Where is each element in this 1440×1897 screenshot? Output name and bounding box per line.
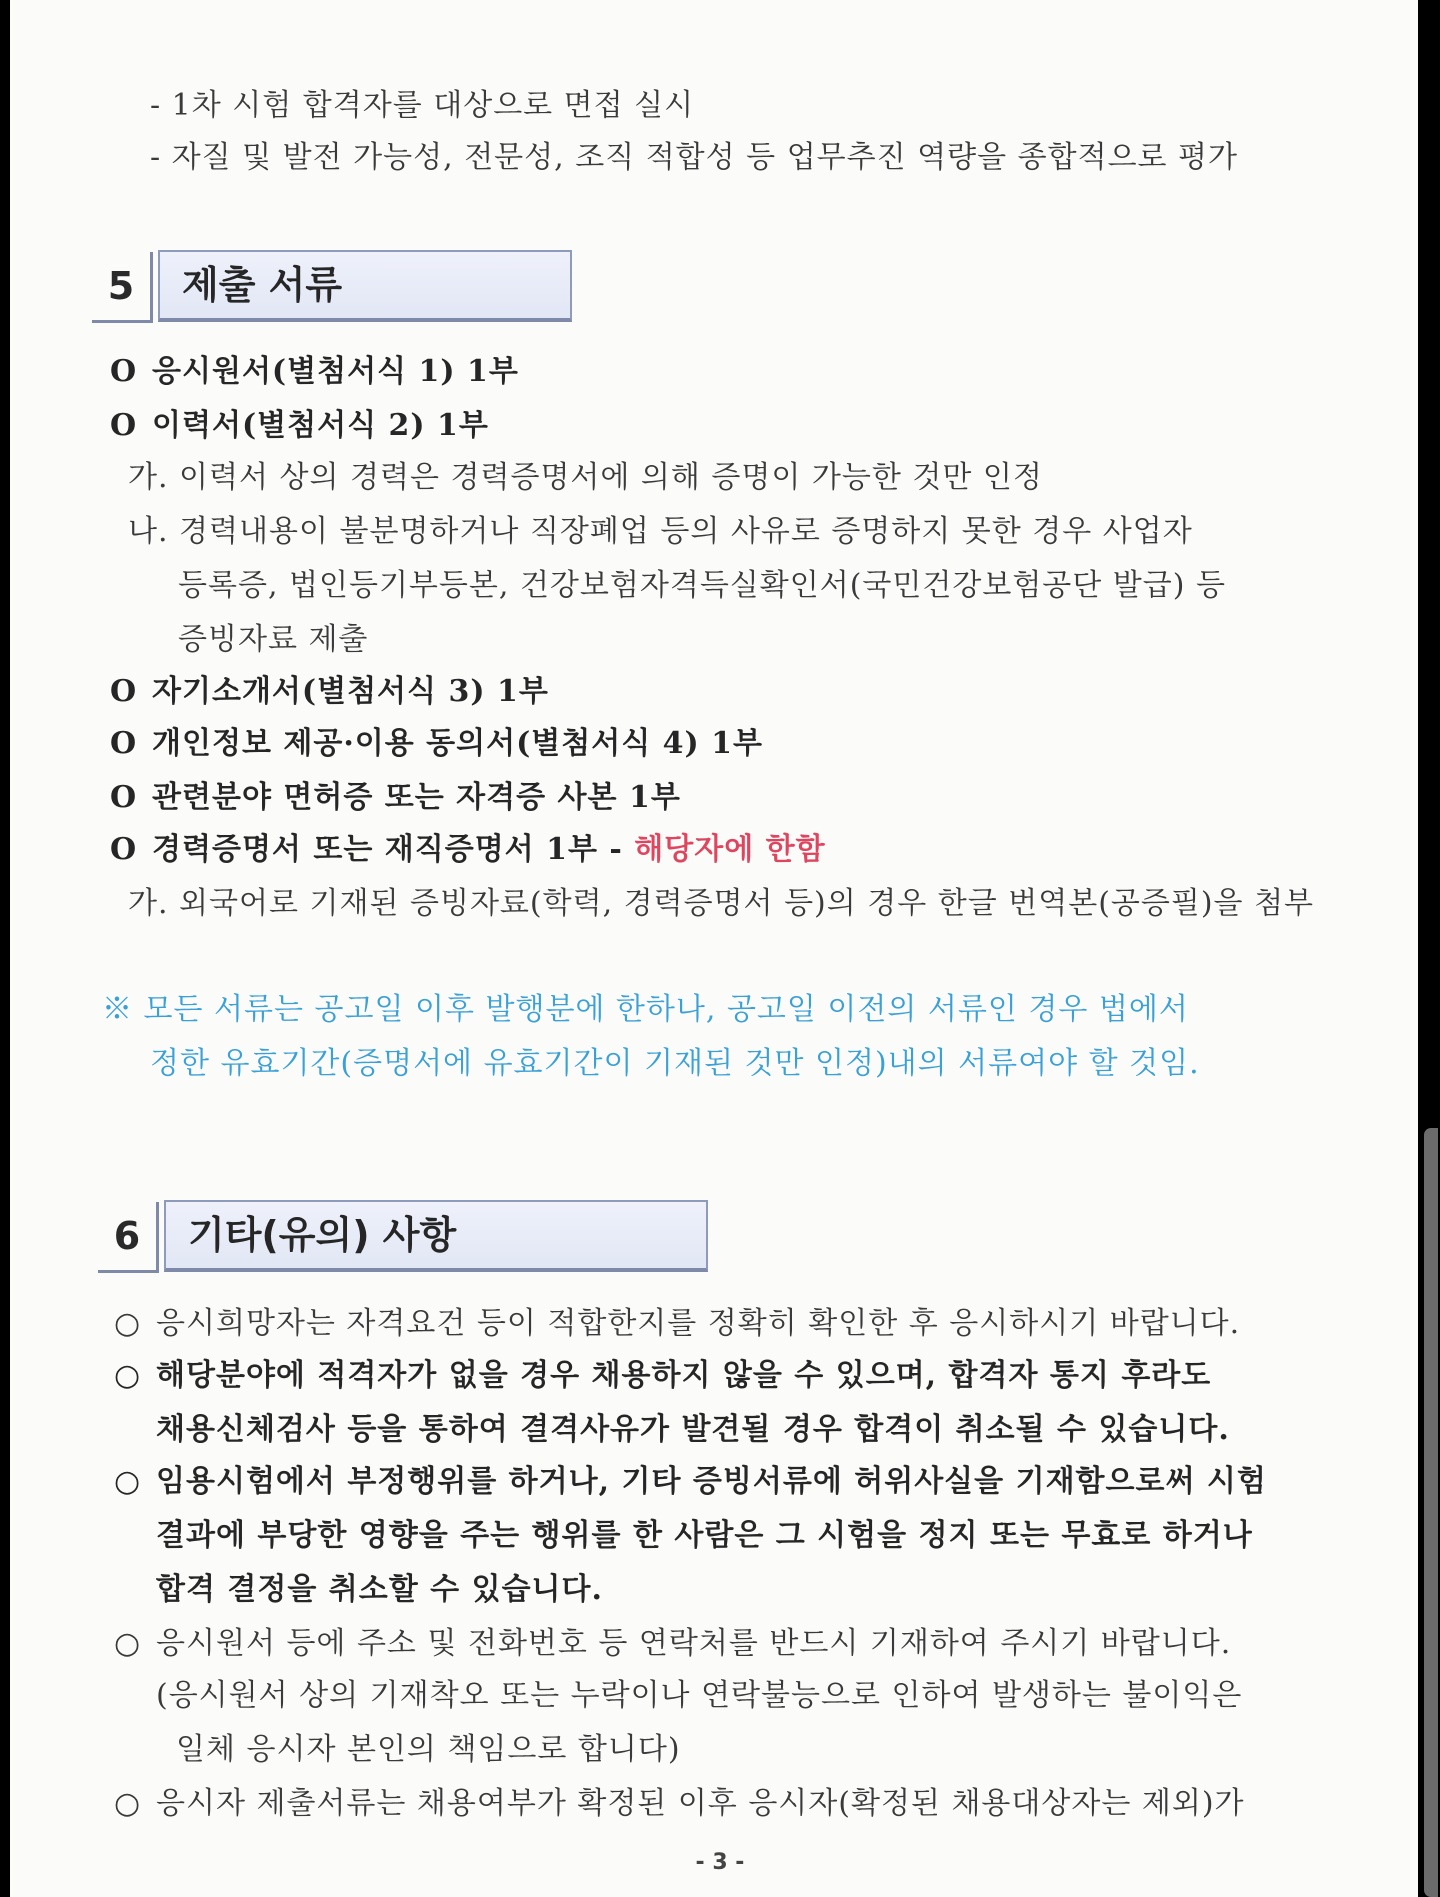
section-6-title: 기타(유의) 사항 (164, 1200, 708, 1272)
bullet-icon: O (110, 726, 138, 761)
bullet-icon: ○ (114, 1306, 142, 1341)
bullet-icon: ○ (114, 1786, 142, 1821)
section6-line-3c: 합격 결정을 취소할 수 있습니다. (156, 1572, 603, 1607)
section5-sub-ga: 가. 이력서 상의 경력은 경력증명서에 의해 증명이 가능한 것만 인정 (128, 460, 1043, 495)
intro-line-2: - 자질 및 발전 가능성, 전문성, 조직 적합성 등 업무추진 역량을 종합적으로 평가 (150, 140, 1239, 175)
section6-line-2a (114, 1350, 1211, 1394)
item-text: 응시원서 등에 주소 및 전화번호 등 연락처를 반드시 기재하여 주시기 바랍니다. (156, 1626, 1232, 1661)
section5-item-4 (110, 718, 763, 762)
section6-line-4c: 일체 응시자 본인의 책임으로 합니다) (176, 1732, 681, 1767)
bullet-icon: O (110, 674, 138, 709)
bullet-icon: ○ (114, 1358, 142, 1393)
section-5-number: 5 (92, 252, 153, 323)
note-line-1: ※ 모든 서류는 공고일 이후 발행분에 한하나, 공고일 이전의 서류인 경우 법에서 (102, 992, 1189, 1027)
item-text: 이력서(별첨서식 2) 1부 (152, 408, 489, 443)
section6-line-4a (114, 1618, 1231, 1662)
page-number: - 3 - (695, 1850, 745, 1875)
item-text: 자기소개서(별첨서식 3) 1부 (152, 674, 549, 709)
section6-line-3a (114, 1456, 1267, 1500)
section5-item-6 (110, 824, 826, 868)
section5-item-2 (110, 400, 489, 444)
item-text: 응시자 제출서류는 채용여부가 확정된 이후 응시자(확정된 채용대상자는 제외)가 (156, 1786, 1245, 1821)
section-5-title: 제출 서류 (158, 250, 572, 322)
section5-item-5 (110, 772, 681, 816)
scrollbar[interactable] (1424, 1128, 1438, 1897)
section6-line-4b: (응시원서 상의 기재착오 또는 누락이나 연락불능으로 인하여 발생하는 불이익은 (156, 1678, 1243, 1713)
highlight-text: 해당자에 한함 (634, 832, 826, 867)
section5-item-3 (110, 666, 549, 710)
intro-line-1: - 1차 시험 합격자를 대상으로 면접 실시 (150, 88, 695, 123)
item-text: 해당분야에 적격자가 없을 경우 채용하지 않을 수 있으며, 합격자 통지 후라도 (156, 1358, 1212, 1393)
item-text: 경력증명서 또는 재직증명서 1부 - (152, 832, 623, 867)
section5-sub-na-1: 나. 경력내용이 불분명하거나 직장폐업 등의 사유로 증명하지 못한 경우 사업자 (128, 514, 1193, 549)
section5-item-1 (110, 346, 519, 390)
item-text: 응시원서(별첨서식 1) 1부 (152, 354, 519, 389)
item-text: 개인정보 제공·이용 동의서(별첨서식 4) 1부 (152, 726, 764, 761)
bullet-icon: O (110, 408, 138, 443)
note-line-2: 정한 유효기간(증명서에 유효기간이 기재된 것만 인정)내의 서류여야 할 것임. (150, 1046, 1200, 1081)
section6-line-5 (114, 1778, 1245, 1822)
section-6-number: 6 (98, 1202, 159, 1273)
section6-line-3b: 결과에 부당한 영향을 주는 행위를 한 사람은 그 시험을 정지 또는 무효로 하거나 (156, 1518, 1253, 1553)
bullet-icon: O (110, 832, 138, 867)
bullet-icon: O (110, 354, 138, 389)
bullet-icon: O (110, 780, 138, 815)
section6-line-2b: 채용신체검사 등을 통하여 결격사유가 발견될 경우 합격이 취소될 수 있습니다. (156, 1412, 1230, 1447)
section5-sub-ga2: 가. 외국어로 기재된 증빙자료(학력, 경력증명서 등)의 경우 한글 번역본(공증필)을 첨부 (128, 886, 1315, 921)
section6-line-1 (114, 1298, 1240, 1342)
bullet-icon: ○ (114, 1626, 142, 1661)
bullet-icon: ○ (114, 1464, 142, 1499)
item-text: 관련분야 면허증 또는 자격증 사본 1부 (152, 780, 681, 815)
section5-sub-na-3: 증빙자료 제출 (178, 622, 369, 657)
item-text: 응시희망자는 자격요건 등이 적합한지를 정확히 확인한 후 응시하시기 바랍니다. (156, 1306, 1241, 1341)
document-page (10, 0, 1418, 1897)
item-text: 임용시험에서 부정행위를 하거나, 기타 증빙서류에 허위사실을 기재함으로써 시험 (156, 1464, 1267, 1499)
section5-sub-na-2: 등록증, 법인등기부등본, 건강보험자격득실확인서(국민건강보험공단 발급) 등 (178, 568, 1226, 603)
